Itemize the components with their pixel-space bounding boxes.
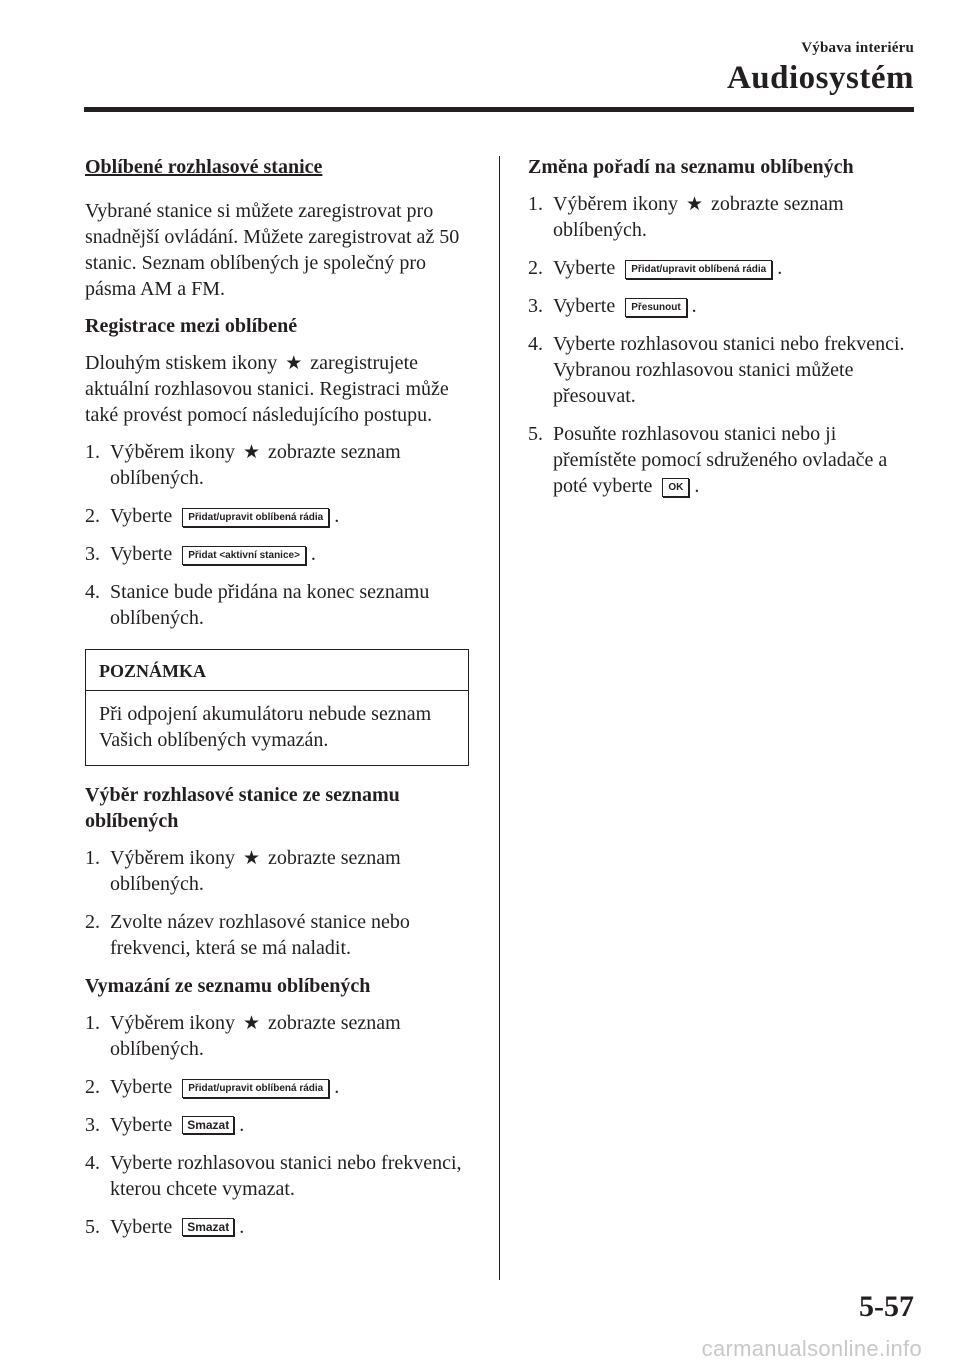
- note-title: POZNÁMKA: [86, 650, 468, 691]
- list-item: 1. Výběrem ikony ★ zobrazte seznam oblíbených.: [85, 1012, 401, 1060]
- delete-button: Smazat: [182, 1218, 234, 1236]
- section-title: Oblíbené rozhlasové stanice: [85, 156, 323, 178]
- registration-heading: Registrace mezi oblíbené: [85, 315, 298, 337]
- select-heading: Výběr rozhlasové stanice ze seznamu oblíbených: [85, 784, 400, 832]
- page-title: Audiosystém: [726, 60, 914, 96]
- right-column: [528, 154, 920, 511]
- note-box: [85, 649, 469, 766]
- add-edit-favorites-button: Přidat/upravit oblíbená rádia: [625, 260, 772, 279]
- delete-heading: Vymazání ze seznamu oblíbených: [85, 975, 371, 997]
- list-item: 4. Vyberte rozhlasovou stanici nebo frekvenci. Vybranou rozhlasovou stanici můžete přesouvat.: [528, 333, 905, 407]
- add-edit-favorites-button: Přidat/upravit oblíbená rádia: [182, 508, 329, 527]
- star-icon: ★: [285, 352, 303, 374]
- delete-button: Smazat: [182, 1116, 234, 1134]
- header-subtitle: Výbava interiéru: [801, 40, 914, 56]
- column-divider: [499, 156, 500, 1280]
- header-rule: [84, 107, 914, 112]
- list-item: 1. Výběrem ikony ★ zobrazte seznam oblíbených.: [85, 847, 401, 895]
- list-item: 1. Výběrem ikony ★ zobrazte seznam oblíbených.: [85, 441, 401, 489]
- page-number: 5-57: [859, 1290, 914, 1323]
- list-item: 4. Vyberte rozhlasovou stanici nebo frekvenci, kterou chcete vymazat.: [85, 1152, 462, 1200]
- list-item: 5. Vyberte Smazat .: [85, 1216, 245, 1238]
- list-item: 3. Vyberte Smazat .: [85, 1114, 245, 1136]
- star-icon: ★: [242, 1012, 261, 1034]
- list-item: 2. Zvolte název rozhlasové stanice nebo frekvenci, která se má naladit.: [85, 911, 410, 959]
- add-edit-favorites-button: Přidat/upravit oblíbená rádia: [182, 1079, 329, 1098]
- list-item: 2. Vyberte Přidat/upravit oblíbená rádia .: [85, 1076, 340, 1098]
- move-button: Přesunout: [625, 298, 686, 317]
- list-item: 2. Vyberte Přidat/upravit oblíbená rádia .: [528, 257, 783, 279]
- watermark: carmanualsonline.info: [701, 1336, 922, 1361]
- list-item: 1. Výběrem ikony ★ zobrazte seznam oblíbených.: [528, 193, 844, 241]
- registration-paragraph: Dlouhým stiskem ikony ★ zaregistrujete aktuální rozhlasovou stanici. Registraci může také provést pomocí následujícího postupu.: [85, 352, 449, 426]
- list-item: 3. Vyberte Přesunout .: [528, 295, 697, 317]
- list-item: 5. Posuňte rozhlasovou stanici nebo ji přemístěte pomocí sdruženého ovladače a poté vyberte OK .: [528, 423, 888, 497]
- list-item: 2. Vyberte Přidat/upravit oblíbená rádia .: [85, 505, 340, 527]
- intro-paragraph: Vybrané stanice si můžete zaregistrovat pro snadnější ovládání. Můžete zaregistrovat až 50 stanic. Seznam oblíbených je společný pro pásma AM a FM.: [85, 200, 460, 300]
- star-icon: ★: [242, 441, 261, 463]
- star-icon: ★: [242, 847, 261, 869]
- list-item: 4. Stanice bude přidána na konec seznamu oblíbených.: [85, 581, 430, 629]
- ok-button: OK: [662, 478, 689, 497]
- star-icon: ★: [685, 193, 704, 215]
- list-item: 3. Vyberte Přidat <aktivní stanice> .: [85, 543, 316, 565]
- reorder-heading: Změna pořadí na seznamu oblíbených: [528, 156, 854, 178]
- note-text: Při odpojení akumulátoru nebude seznam Vašich oblíbených vymazán.: [99, 703, 432, 751]
- add-active-station-button: Přidat <aktivní stanice>: [182, 546, 306, 565]
- left-column: [85, 154, 469, 1252]
